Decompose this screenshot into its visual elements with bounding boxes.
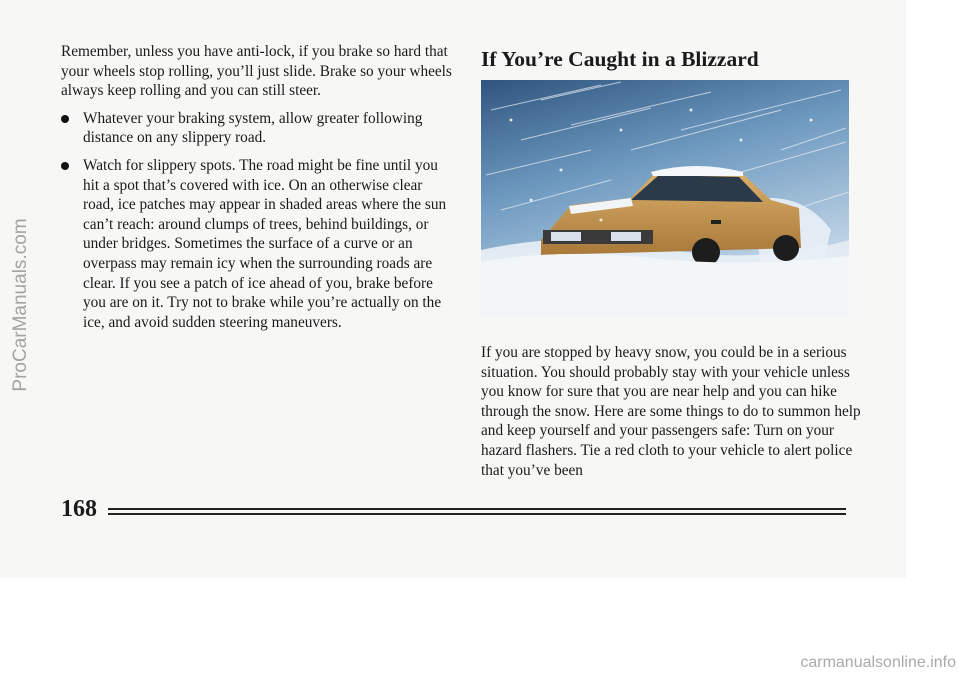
blizzard-car-illustration: [481, 80, 849, 318]
blizzard-scene-icon: [481, 80, 849, 318]
footer-rule: [108, 513, 846, 515]
left-column: [61, 42, 456, 340]
intro-paragraph: Remember, unless you have anti-lock, if you brake so hard that your wheels stop rolling, you’ll just slide. Brake so your wheels always keep rolling and you can still steer.: [61, 43, 452, 100]
footer-rule: [108, 508, 846, 510]
bullet-item: [61, 109, 456, 148]
footer-watermark[interactable]: carmanualsonline.info: [800, 654, 956, 671]
section-heading: If You’re Caught in a Blizzard: [481, 47, 759, 71]
page-number: 168: [61, 496, 97, 522]
right-column-header: [481, 46, 853, 72]
bullet-dot-icon: [61, 162, 69, 170]
bullet-text: Watch for slippery spots. The road might be fine until you hit a spot that’s covered with ice. On an otherwise clear road, ice patches may appear in shaded areas where the sun can’t reach: around clumps of trees, behind buildings, or under bridges. Sometimes the surface of a curve or an overpass may remain icy when the surrounding roads are clear. If you see a patch of ice ahead of you, brake before you are on it. Try not to brake while you’re actually on the ice, and avoid sudden steering maneuvers.: [83, 156, 447, 331]
bullet-dot-icon: [61, 115, 69, 123]
bullet-item: [61, 156, 456, 332]
blizzard-paragraph: If you are stopped by heavy snow, you could be in a serious situation. You should probably stay with your vehicle unless you know for sure that you are near help and you can hike through the snow. Here are some things to do to summon help and keep yourself and your passengers safe: Turn on your hazard flashers. Tie a red cloth to your vehicle to alert police that you’ve been: [481, 344, 861, 479]
vertical-watermark: [6, 195, 36, 415]
watermark-text: ProCarManuals.com: [10, 218, 31, 392]
bullet-text: Whatever your braking system, allow greater following distance on any slippery road.: [83, 109, 423, 147]
right-body-text: [481, 343, 861, 480]
